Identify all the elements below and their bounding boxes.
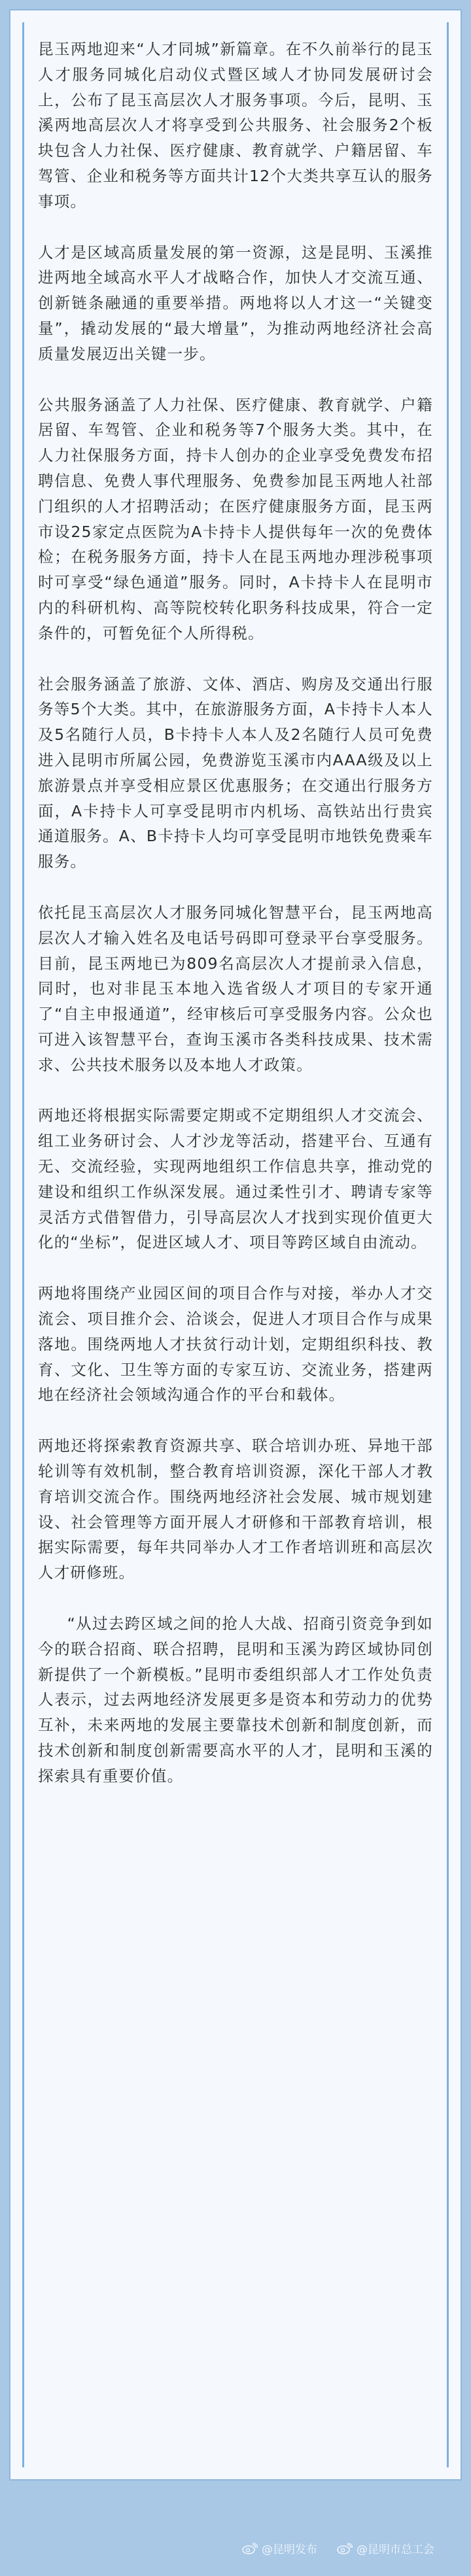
watermark-text: @昆明发布 [262, 2543, 317, 2556]
paragraph-smart-platform: 依托昆玉高层次人才服务同城化智慧平台，昆玉两地高层次人才输入姓名及电话号码即可登录平台享受服务。目前，昆玉两地已为809名高层次人才提前录入信息，同时，也对非昆玉本地入选省级人才项目的专家开通了“自主申报通道”，经审核后可享受服务内容。公众也可进入该智慧平台，查询玉溪市各类科技成果、技术需求、公共技术服务以及本地人才政策。 [38, 903, 433, 1074]
paragraph-significance: 人才是区域高质量发展的第一资源，这是昆明、玉溪推进两地全域高水平人才战略合作，加快人才交流互通、创新链条融通的重要举措。两地将以人才这一“关键变量”，撬动发展的“最大增量”，为推动两地经济社会高质量发展迈出关键一步。 [38, 243, 433, 363]
footer [0, 2486, 471, 2576]
paragraph-project-cooperation: 两地将围绕产业园区间的项目合作与对接，举办人才交流会、项目推介会、洽谈会，促进人才项目合作与成果落地。围绕两地人才扶贫行动计划，定期组织科技、教育、文化、卫生等方面的专家互访、交流业务，搭建两地在经济社会领域沟通合作的平台和载体。 [38, 1284, 433, 1404]
watermark-kunming-union [337, 2540, 434, 2556]
paragraph-quote: “从过去跨区域之间的抢人大战、招商引资竞争到如今的联合招商、联合招聘，昆明和玉溪为跨区域协同创新提供了一个新模板。”昆明市委组织部人才工作处负责人表示，过去两地经济发展更多是资本和劳动力的优势互补，未来两地的发展主要靠技术创新和制度创新，而技术创新和制度创新需要高水平的人才，昆明和玉溪的探索具有重要价值。 [38, 1614, 433, 1785]
weibo-icon [242, 2543, 258, 2554]
article-body [38, 37, 433, 1815]
paragraph-social-services: 社会服务涵盖了旅游、文体、酒店、购房及交通出行服务等5个大类。其中，在旅游服务方面，A卡持卡人本人及5名随行人员，B卡持卡人本人及2名随行人员可免费进入昆明市所属公园，免费游览玉溪市内AAA级及以上旅游景点并享受相应景区优惠服务；在交通出行服务方面，A卡持卡人可享受昆明市内机场、高铁站出行贵宾通道服务。A、B卡持卡人均可享受昆明市地铁免费乘车服务。 [38, 674, 433, 871]
paragraph-education-training: 两地还将探索教育资源共享、联合培训办班、异地干部轮训等有效机制，整合教育培训资源，深化干部人才教育培训交流合作。围绕两地经济社会发展、城市规划建设、社会管理等方面开展人才研修和干部教育培训，根据实际需要，每年共同举办人才工作者培训班和高层次人才研修班。 [38, 1436, 433, 1582]
watermark-group [242, 2540, 434, 2556]
weibo-icon [337, 2543, 353, 2554]
watermark-kunming-release [242, 2540, 317, 2556]
paragraph-talent-exchange: 两地还将根据实际需要定期或不定期组织人才交流会、组工业务研讨会、人才沙龙等活动，搭建平台、互通有无、交流经验，实现两地组织工作信息共享，推动党的建设和组织工作纵深发展。通过柔性引才、聘请专家等灵活方式借智借力，引导高层次人才找到实现价值更大化的“坐标”，促进区域人才、项目等跨区域自由流动。 [38, 1106, 433, 1252]
watermark-text: @昆明市总工会 [357, 2543, 434, 2556]
paragraph-intro: 昆玉两地迎来“人才同城”新篇章。在不久前举行的昆玉人才服务同城化启动仪式暨区域人才协同发展研讨会上，公布了昆玉高层次人才服务事项。今后，昆明、玉溪两地高层次人才将享受到公共服务、社会服务2个板块包含人力社保、医疗健康、教育就学、户籍居留、车驾管、企业和税务等方面共计12个大类共享互认的服务事项。 [38, 40, 433, 211]
paragraph-public-services: 公共服务涵盖了人力社保、医疗健康、教育就学、户籍居留、车驾管、企业和税务等7个服务大类。其中，在人力社保服务方面，持卡人创办的企业享受免费发布招聘信息、免费人事代理服务、免费参加昆玉两地人社部门组织的人才招聘活动；在医疗健康服务方面，昆玉两市设25家定点医院为A卡持卡人提供每年一次的免费体检；在税务服务方面，持卡人在昆玉两地办理涉税事项时可享受“绿色通道”服务。同时，A卡持卡人在昆明市内的科研机构、高等院校转化职务科技成果，符合一定条件的，可暂免征个人所得税。 [38, 395, 433, 642]
